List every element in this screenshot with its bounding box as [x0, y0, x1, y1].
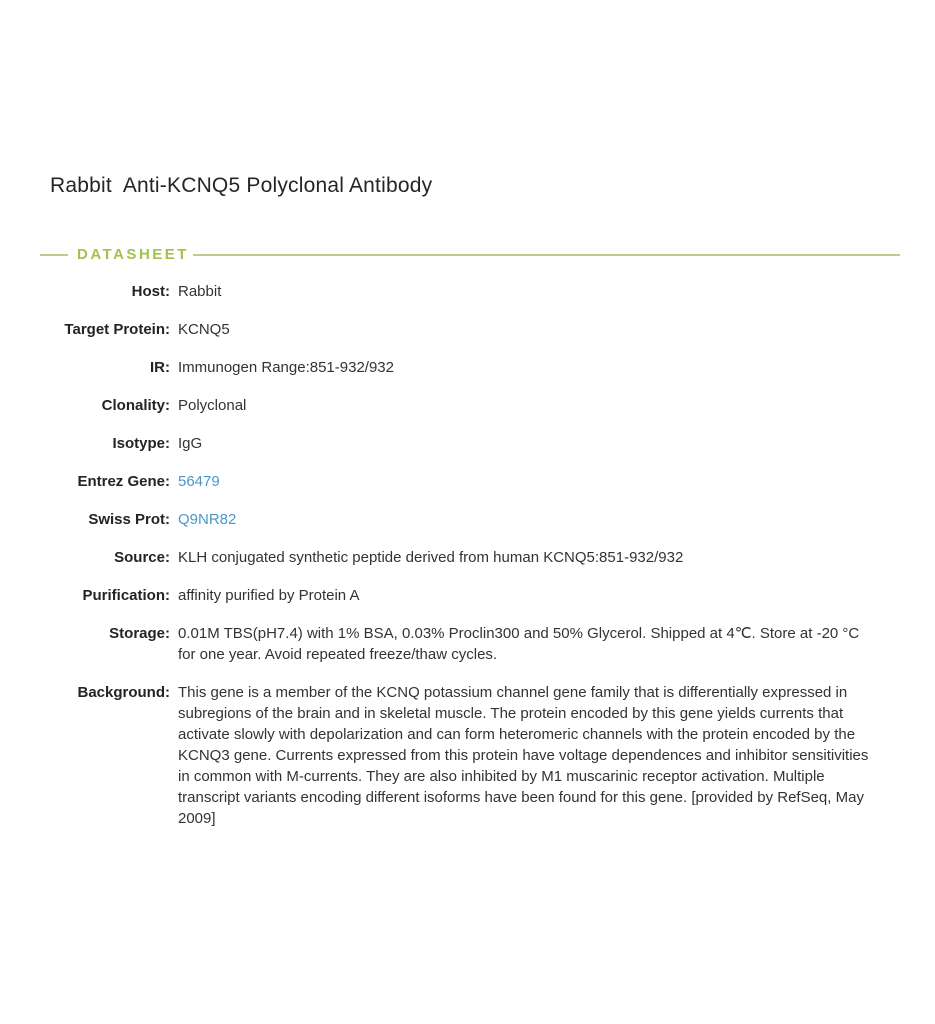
field-row-ir [40, 357, 900, 378]
field-value-purification: affinity purified by Protein A [178, 587, 360, 604]
field-label-host: Host: [131, 283, 170, 300]
field-value-target-protein: KCNQ5 [178, 321, 230, 338]
field-label-source: Source: [114, 549, 170, 566]
field-label-clonality: Clonality: [101, 397, 170, 414]
field-value-clonality: Polyclonal [178, 397, 247, 414]
field-value-ir: Immunogen Range:851-932/932 [178, 359, 394, 376]
field-row-purification [40, 585, 900, 606]
page-title: Rabbit Anti-KCNQ5 Polyclonal Antibody [50, 174, 433, 197]
datasheet-section-header [40, 246, 900, 263]
swiss-prot-link[interactable]: Q9NR82 [178, 511, 237, 528]
entrez-gene-link[interactable]: 56479 [178, 473, 220, 490]
section-title: DATASHEET [77, 246, 189, 263]
field-row-swiss-prot [40, 509, 900, 530]
fields-table [40, 281, 900, 846]
field-row-isotype [40, 433, 900, 454]
field-row-target-protein [40, 319, 900, 340]
field-value-host: Rabbit [178, 283, 222, 300]
field-row-entrez-gene [40, 471, 900, 492]
field-row-host [40, 281, 900, 302]
field-value-storage: 0.01M TBS(pH7.4) with 1% BSA, 0.03% Proclin300 and 50% Glycerol. Shipped at 4℃. Store at -20 °C for one year. Avoid repeated freeze/thaw cycles. [178, 625, 860, 663]
section-rule-left [40, 254, 68, 256]
field-row-clonality [40, 395, 900, 416]
field-label-storage: Storage: [109, 625, 170, 642]
field-value-source: KLH conjugated synthetic peptide derived from human KCNQ5:851-932/932 [178, 549, 684, 566]
field-label-ir: IR: [150, 359, 170, 376]
field-value-background: This gene is a member of the KCNQ potassium channel gene family that is differentially expressed in subregions of the brain and in skeletal muscle. The protein encoded by this gene yields currents that activate slowly with depolarization and can form heteromeric channels with the protein encoded by the KCNQ3 gene. Currents expressed from this protein have voltage dependences and inhibitor sensitivities in common with M-currents. They are also inhibited by M1 muscarinic receptor activation. Multiple transcript variants encoding different isoforms have been found for this gene. [provided by RefSeq, May 2009] [178, 684, 869, 827]
field-label-isotype: Isotype: [112, 435, 170, 452]
field-row-storage [40, 623, 900, 665]
field-value-isotype: IgG [178, 435, 203, 452]
field-label-background: Background: [77, 684, 170, 701]
section-rule-right [193, 254, 900, 256]
field-label-target-protein: Target Protein: [64, 321, 170, 338]
field-row-source [40, 547, 900, 568]
field-label-purification: Purification: [82, 587, 170, 604]
field-label-swiss-prot: Swiss Prot: [88, 511, 170, 528]
field-label-entrez-gene: Entrez Gene: [77, 473, 170, 490]
field-row-background [40, 682, 900, 829]
